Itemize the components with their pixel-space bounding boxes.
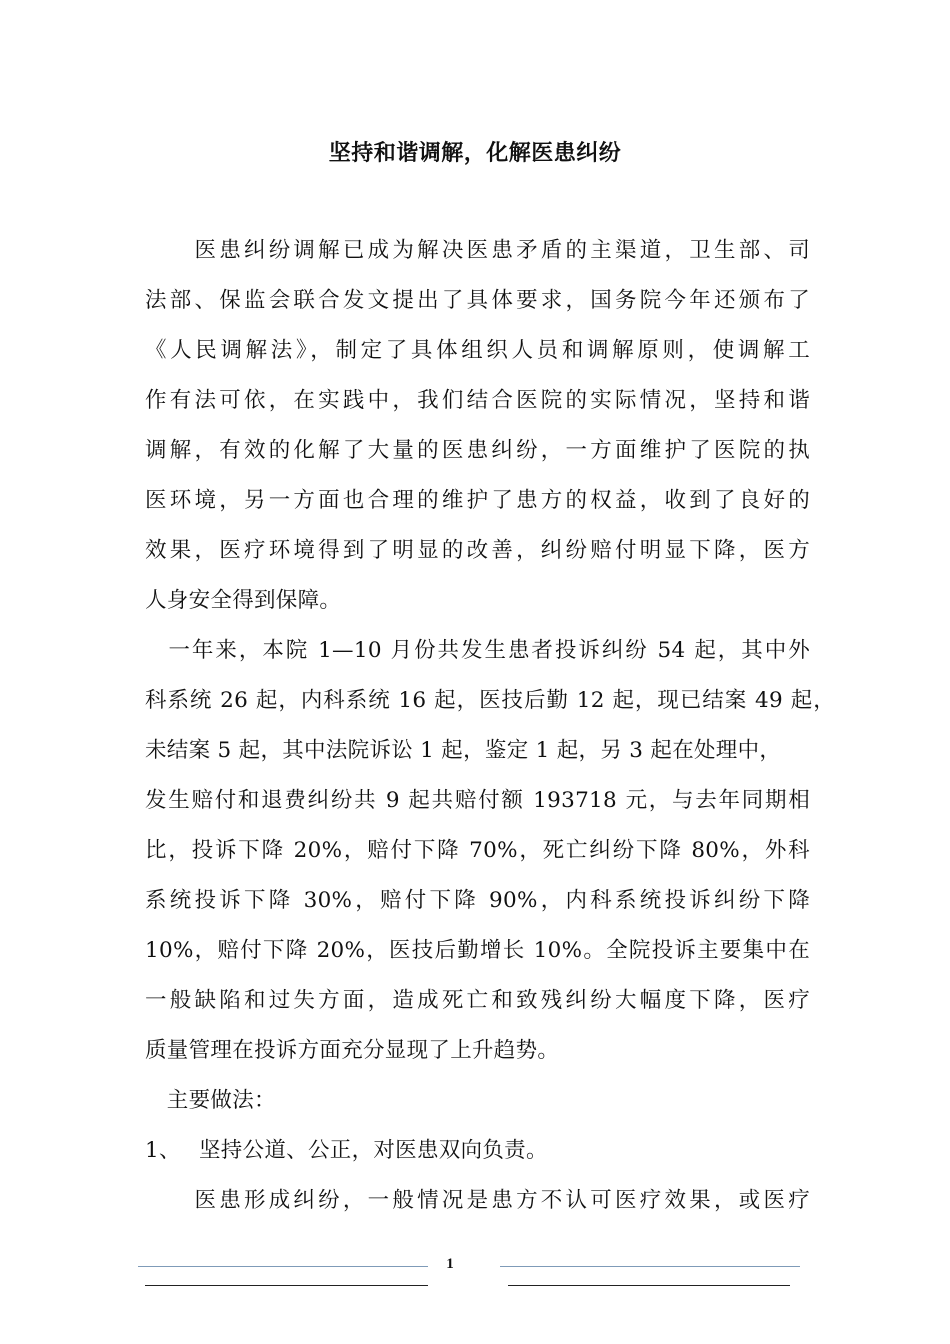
footer-left-thick-rule xyxy=(145,1285,428,1286)
body-line-10: 科系统 26 起，内科系统 16 起，医技后勤 12 起，现已结案 49 起， xyxy=(145,688,835,713)
body-line-12: 发生赔付和退费纠纷共 9 起共赔付额 193718 元，与去年同期相 xyxy=(145,788,810,813)
body-line-7: 效果，医疗环境得到了明显的改善，纠纷赔付明显下降，医方 xyxy=(145,538,810,563)
list-item-1: 1、 坚持公道、公正，对医患双向负责。 xyxy=(145,1138,548,1163)
body-line-14: 系统投诉下降 30%，赔付下降 90%，内科系统投诉纠纷下降 xyxy=(145,888,810,913)
page-number: 1 xyxy=(446,1256,454,1272)
body-line-9: 一年来，本院 1—10 月份共发生患者投诉纠纷 54 起，其中外 xyxy=(145,638,810,663)
body-line-3: 《人民调解法》，制定了具体组织人员和调解原则，使调解工 xyxy=(145,338,810,363)
footer-right-thin-rule xyxy=(500,1266,800,1267)
body-line-13: 比，投诉下降 20%，赔付下降 70%，死亡纠纷下降 80%，外科 xyxy=(145,838,810,863)
document-title: 坚持和谐调解，化解医患纠纷 xyxy=(328,140,622,166)
body-line-6: 医环境，另一方面也合理的维护了患方的权益，收到了良好的 xyxy=(145,488,810,513)
footer-right-thick-rule xyxy=(508,1285,790,1286)
body-line-8: 人身安全得到保障。 xyxy=(145,588,342,613)
body-line-17: 质量管理在投诉方面充分显现了上升趋势。 xyxy=(145,1038,560,1063)
body-line-15: 10%，赔付下降 20%，医技后勤增长 10%。全院投诉主要集中在 xyxy=(145,938,810,963)
body-line-16: 一般缺陷和过失方面，造成死亡和致残纠纷大幅度下降，医疗 xyxy=(145,988,810,1013)
body-line-2: 法部、保监会联合发文提出了具体要求，国务院今年还颁布了 xyxy=(145,288,810,313)
body-line-11: 未结案 5 起，其中法院诉讼 1 起，鉴定 1 起，另 3 起在处理中， xyxy=(145,738,782,763)
section-heading-main-methods: 主要做法： xyxy=(145,1088,276,1113)
body-line-1: 医患纠纷调解已成为解决医患矛盾的主渠道，卫生部、司 xyxy=(145,238,810,263)
footer-left-thin-rule xyxy=(138,1266,428,1267)
body-line-4: 作有法可依，在实践中，我们结合医院的实际情况，坚持和谐 xyxy=(145,388,810,413)
body-line-20: 医患形成纠纷，一般情况是患方不认可医疗效果，或医疗 xyxy=(145,1188,810,1213)
body-line-5: 调解，有效的化解了大量的医患纠纷，一方面维护了医院的执 xyxy=(145,438,810,463)
